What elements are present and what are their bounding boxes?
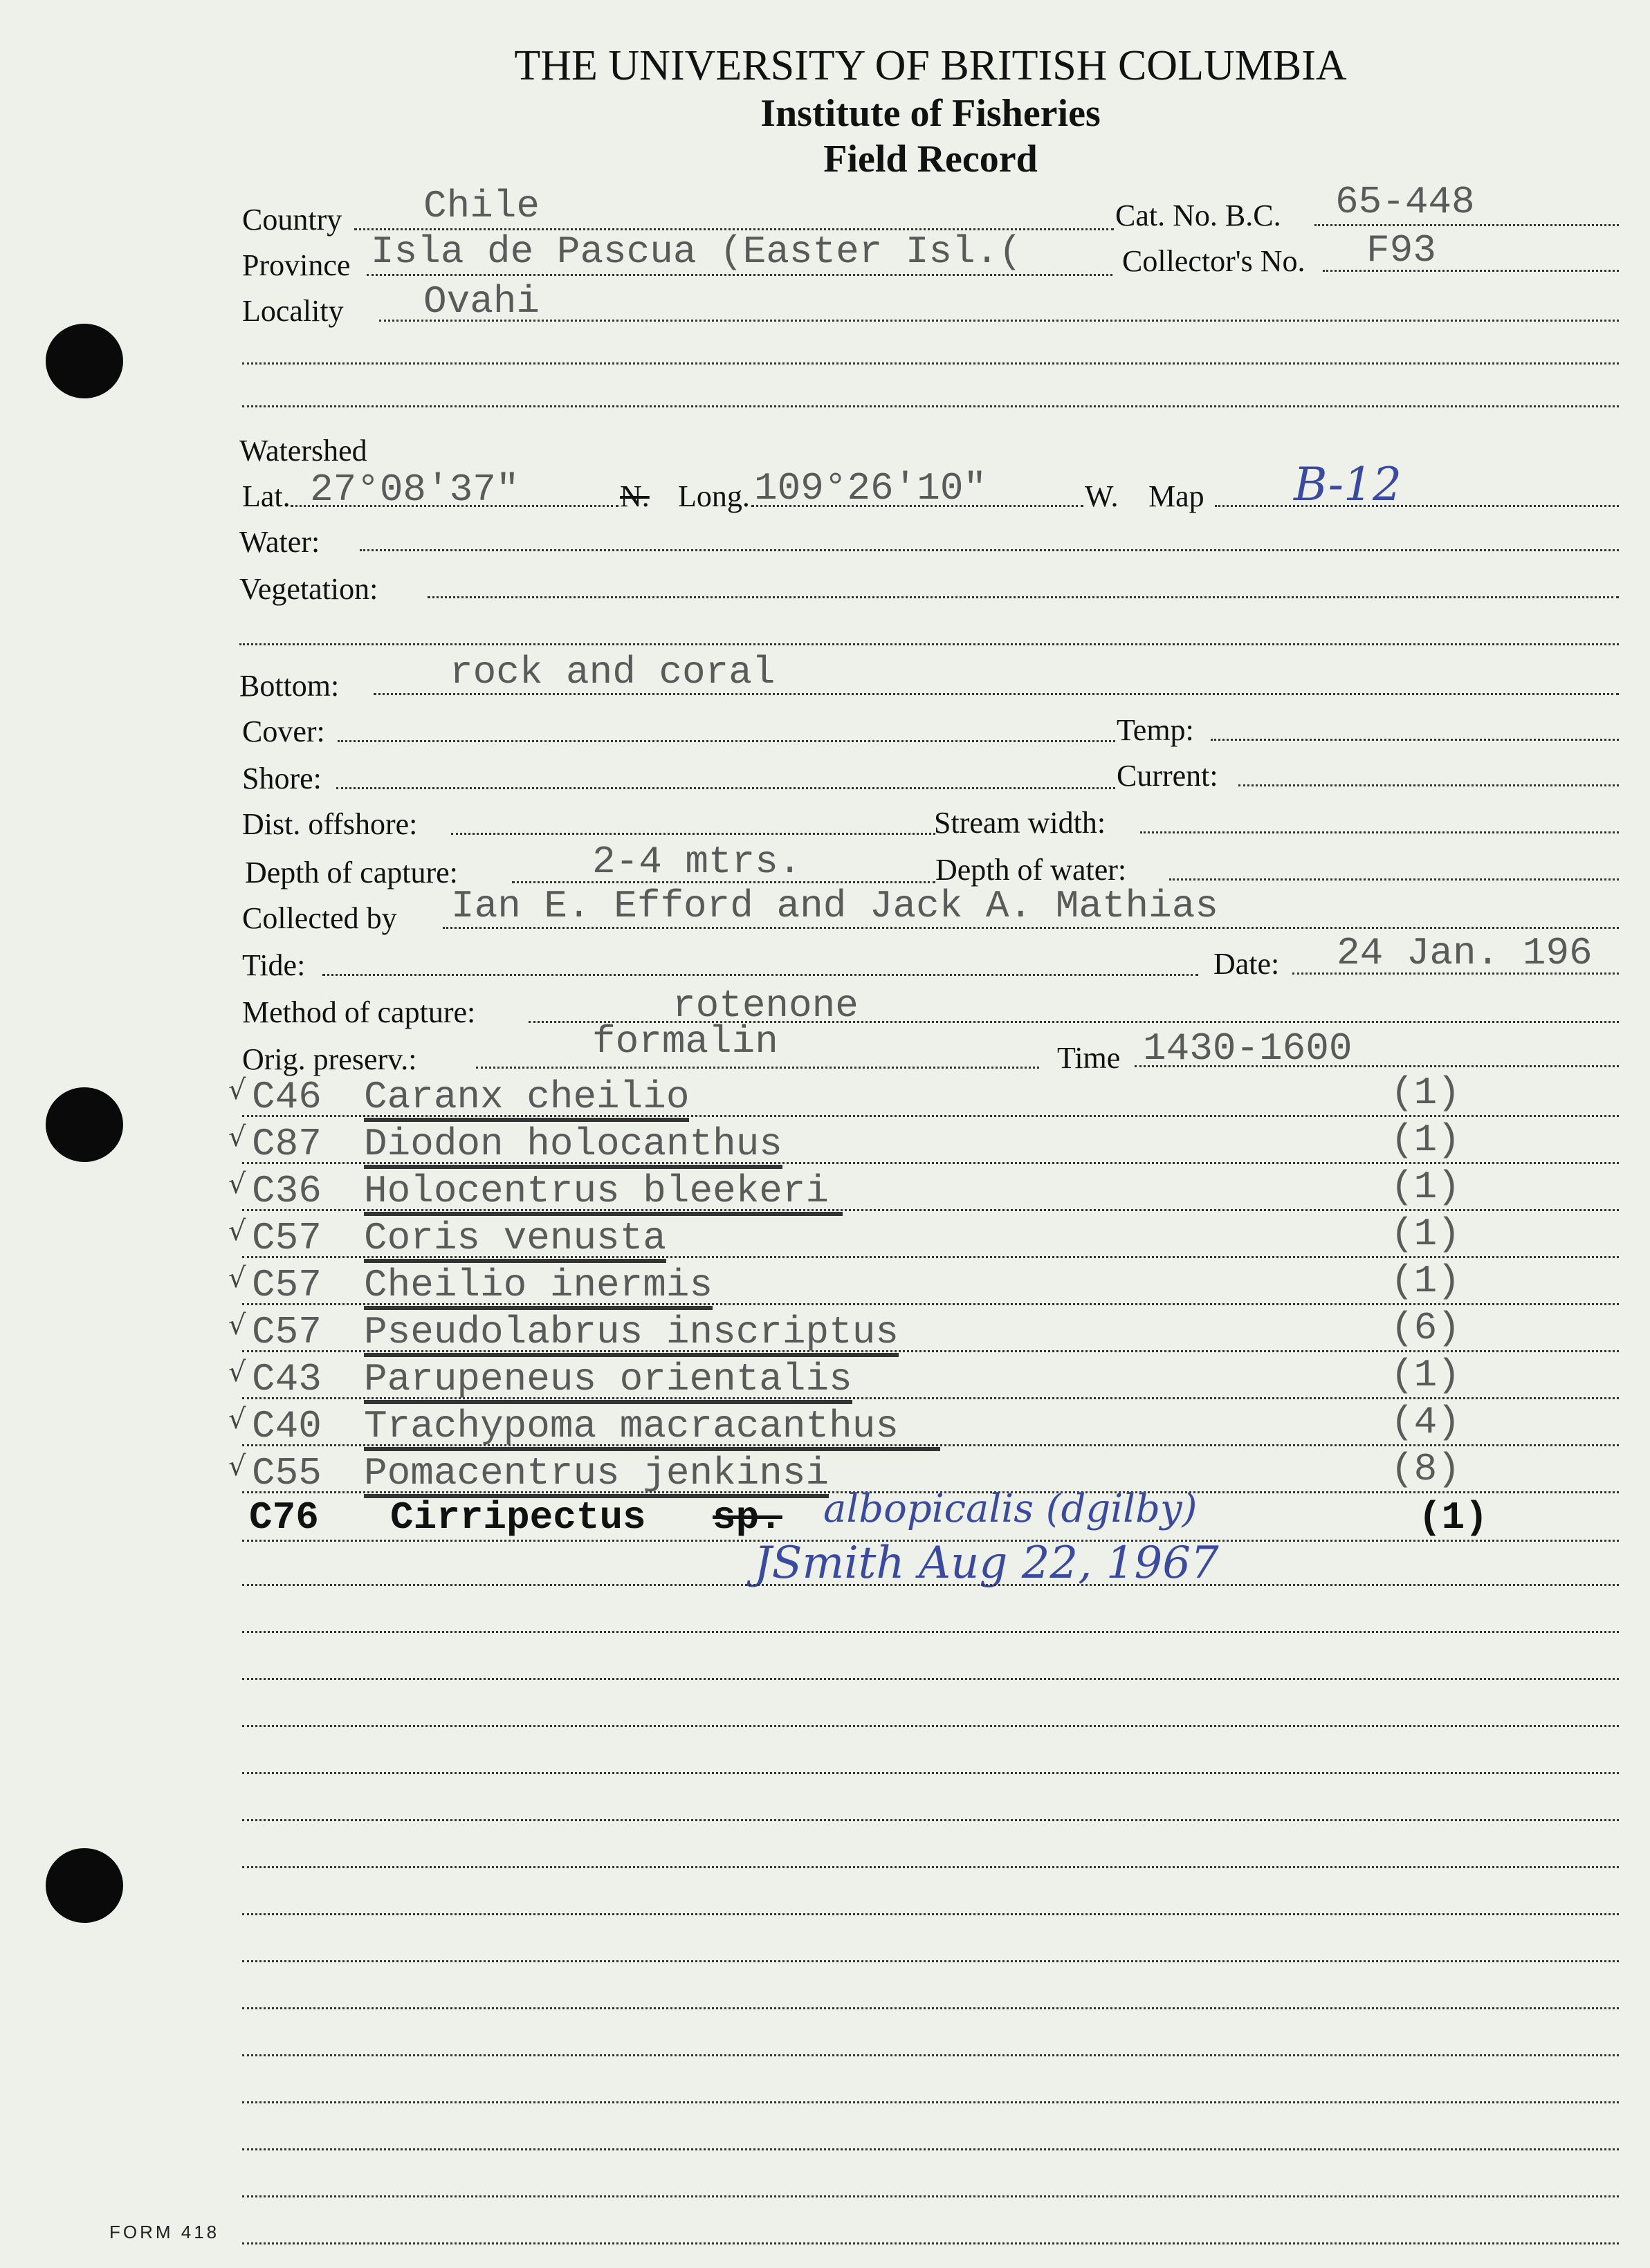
species-row <box>228 1165 1570 1213</box>
dist-offshore-label: Dist. offshore: <box>242 807 418 841</box>
species-name: Cirripectus <box>390 1495 646 1540</box>
dotted-line <box>242 1115 1619 1117</box>
dotted-line <box>1238 784 1619 786</box>
temp-label: Temp: <box>1117 713 1194 747</box>
dotted-line <box>1215 505 1619 507</box>
dotted-line <box>242 362 1619 365</box>
species-row <box>228 1400 1570 1448</box>
species-row <box>228 1118 1570 1166</box>
punch-hole <box>46 324 123 398</box>
dotted-line <box>242 2195 1619 2197</box>
long-value: 109°26'10" <box>754 466 987 510</box>
species-struck-sp: sp. <box>713 1495 782 1540</box>
bottom-value: rock and coral <box>450 650 776 694</box>
water-label: Water: <box>239 525 320 559</box>
species-code: C36 <box>252 1169 322 1213</box>
collected-by-value: Ian E. Efford and Jack A. Mathias <box>451 884 1218 928</box>
species-row-last <box>228 1486 1570 1542</box>
species-row <box>228 1071 1570 1119</box>
species-code: C40 <box>252 1404 322 1448</box>
species-name: Pseudolabrus inscriptus <box>364 1313 899 1357</box>
species-row <box>228 1353 1570 1401</box>
check-mark: √ <box>228 1168 246 1200</box>
check-mark: √ <box>228 1215 246 1247</box>
dotted-line <box>336 787 1115 789</box>
dotted-line <box>242 1725 1619 1727</box>
punch-hole <box>46 1087 123 1162</box>
species-name: Holocentrus bleekeri <box>364 1172 843 1216</box>
cat-no-value: 65-448 <box>1335 180 1475 224</box>
species-row <box>228 1212 1570 1260</box>
collected-by-label: Collected by <box>242 901 397 935</box>
dotted-line <box>242 1913 1619 1915</box>
vegetation-label: Vegetation: <box>239 572 378 606</box>
dotted-line <box>242 1960 1619 1962</box>
institute-name: Institute of Fisheries <box>760 92 1101 135</box>
collectors-no-label: Collector's No. <box>1122 244 1305 278</box>
handwritten-signature-note: JSmith Aug 22, 1967 <box>754 1538 1219 1589</box>
dotted-line <box>242 2054 1619 2056</box>
species-code: C43 <box>252 1357 322 1401</box>
species-name: Coris venusta <box>364 1219 666 1263</box>
dotted-line <box>242 1209 1619 1211</box>
province-label: Province <box>242 248 351 282</box>
locality-label: Locality <box>242 294 344 328</box>
locality-value: Ovahi <box>423 279 540 324</box>
species-name: Cheilio inermis <box>364 1266 713 1310</box>
species-name: Diodon holocanthus <box>364 1125 782 1169</box>
watershed-label: Watershed <box>239 434 367 468</box>
dotted-line <box>428 596 1619 598</box>
collectors-no-value: F93 <box>1366 228 1436 273</box>
species-count: (1) <box>1391 1259 1460 1303</box>
check-mark: √ <box>228 1309 246 1341</box>
dotted-line <box>242 1256 1619 1258</box>
form-title: Field Record <box>823 138 1038 181</box>
stream-width-label: Stream width: <box>934 806 1106 840</box>
species-code: C87 <box>252 1122 322 1166</box>
method-label: Method of capture: <box>242 995 476 1029</box>
dotted-line <box>242 1584 1619 1586</box>
check-mark: √ <box>228 1262 246 1294</box>
species-handwritten-epithet: albopicalis (dgilby) <box>823 1486 1198 1531</box>
dotted-line <box>360 549 1619 551</box>
orig-preserv-value: formalin <box>592 1020 778 1064</box>
species-count: (4) <box>1391 1400 1460 1444</box>
dotted-line <box>242 1678 1619 1680</box>
method-value: rotenone <box>672 984 859 1028</box>
dotted-line <box>322 974 1198 976</box>
dotted-line <box>476 1067 1039 1069</box>
tide-label: Tide: <box>242 948 306 982</box>
country-label: Country <box>242 203 342 237</box>
map-label: Map <box>1148 479 1204 513</box>
species-count: (1) <box>1391 1212 1460 1256</box>
species-name: Pomacentrus jenkinsi <box>364 1454 829 1498</box>
current-label: Current: <box>1117 759 1218 793</box>
dotted-line <box>338 740 1115 742</box>
bottom-label: Bottom: <box>239 669 340 703</box>
species-name: Parupeneus orientalis <box>364 1360 852 1404</box>
date-value: 24 Jan. 196 <box>1337 931 1593 975</box>
university-name: THE UNIVERSITY OF BRITISH COLUMBIA <box>514 42 1347 89</box>
species-row <box>228 1259 1570 1307</box>
province-value: Isla de Pascua (Easter Isl.( <box>371 230 1022 274</box>
shore-label: Shore: <box>242 762 322 795</box>
long-label: Long. <box>678 479 750 513</box>
species-code: C57 <box>252 1216 322 1260</box>
dotted-line <box>242 1631 1619 1633</box>
dotted-line <box>242 2101 1619 2103</box>
depth-capture-value: 2-4 mtrs. <box>592 840 802 884</box>
dotted-line <box>379 320 1619 322</box>
species-count: (1) <box>1418 1495 1488 1540</box>
species-count: (1) <box>1391 1353 1460 1397</box>
species-name: Caranx cheilio <box>364 1078 689 1122</box>
dotted-line <box>1211 739 1619 741</box>
dotted-line <box>242 1772 1619 1774</box>
date-label: Date: <box>1213 947 1280 981</box>
dotted-line <box>1169 878 1619 881</box>
check-mark: √ <box>228 1450 246 1482</box>
dotted-line <box>1314 224 1619 226</box>
dotted-line <box>242 2242 1619 2244</box>
dotted-line <box>242 1162 1619 1164</box>
dotted-line <box>242 405 1619 407</box>
depth-capture-label: Depth of capture: <box>245 856 458 889</box>
time-label: Time <box>1057 1041 1121 1075</box>
lat-value: 27°08'37" <box>310 468 520 512</box>
check-mark: √ <box>228 1403 246 1435</box>
n-label: N. <box>620 479 650 513</box>
dotted-line <box>242 1397 1619 1399</box>
punch-hole <box>46 1848 123 1923</box>
depth-water-label: Depth of water: <box>935 853 1127 887</box>
species-count: (1) <box>1391 1118 1460 1162</box>
species-count: (8) <box>1391 1447 1460 1491</box>
dotted-line <box>242 1444 1619 1446</box>
check-mark: √ <box>228 1074 246 1106</box>
lat-label: Lat. <box>242 479 291 513</box>
map-value: B-12 <box>1294 458 1402 511</box>
species-code: C55 <box>252 1451 322 1495</box>
species-code: C46 <box>252 1075 322 1119</box>
dotted-line <box>242 1866 1619 1868</box>
species-code: C57 <box>252 1310 322 1354</box>
cover-label: Cover: <box>242 714 325 748</box>
cat-no-label: Cat. No. B.C. <box>1115 199 1281 232</box>
check-mark: √ <box>228 1356 246 1388</box>
dotted-line <box>242 1303 1619 1305</box>
species-count: (1) <box>1391 1165 1460 1209</box>
orig-preserv-label: Orig. preserv.: <box>242 1042 417 1076</box>
dotted-line <box>1140 831 1619 833</box>
dotted-line <box>242 2148 1619 2150</box>
time-value: 1430-1600 <box>1143 1026 1353 1071</box>
form-number: FORM 418 <box>109 2222 220 2242</box>
check-mark: √ <box>228 1121 246 1153</box>
species-code: C57 <box>252 1263 322 1307</box>
species-row <box>228 1306 1570 1354</box>
w-label: W. <box>1085 479 1119 513</box>
species-count: (6) <box>1391 1306 1460 1350</box>
species-name: Trachypoma macracanthus <box>364 1407 940 1451</box>
dotted-line <box>367 274 1112 276</box>
species-code: C76 <box>249 1495 319 1540</box>
dotted-line <box>239 643 1619 645</box>
dotted-line <box>451 833 935 835</box>
dotted-line <box>242 2007 1619 2009</box>
country-value: Chile <box>423 184 540 228</box>
dotted-line <box>242 1350 1619 1352</box>
dotted-line <box>242 1819 1619 1821</box>
species-count: (1) <box>1391 1071 1460 1115</box>
